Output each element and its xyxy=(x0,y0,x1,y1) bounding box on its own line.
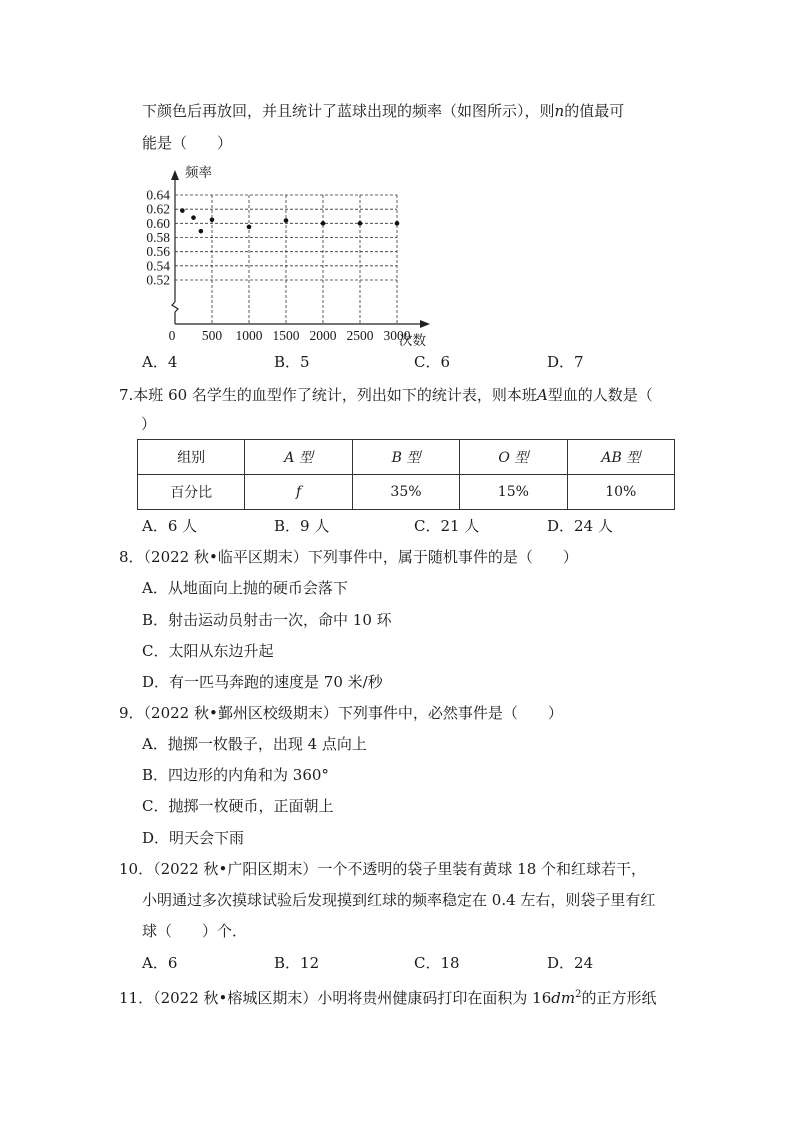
q10-stem-line3: 球（ ）个． xyxy=(142,922,248,940)
q8-choice-b[interactable]: B．射击运动员射击一次，命中 10 环 xyxy=(142,611,392,629)
x-tick-label: 1500 xyxy=(272,328,300,343)
frequency-chart xyxy=(138,160,458,348)
x-tick-label: 2000 xyxy=(309,328,337,343)
q10-option-d[interactable]: D．24 xyxy=(547,954,594,972)
q10-options xyxy=(142,953,702,973)
q11-unit: dm xyxy=(551,989,576,1007)
q8-stem: 8．（2022 秋•临平区期末）下列事件中，属于随机事件的是（ ） xyxy=(119,548,578,566)
q9-choice-b[interactable]: B．四边形的内角和为 360° xyxy=(142,766,329,784)
table-cell: 15% xyxy=(460,475,567,510)
table-header-cell: AB 型 xyxy=(567,440,674,475)
x-tick-label: 1000 xyxy=(235,328,263,343)
q10-option-c[interactable]: C．18 xyxy=(414,954,460,972)
q6-option-c[interactable]: C．6 xyxy=(414,353,451,371)
q6-stem-text: 下颜色后再放回，并且统计了蓝球出现的频率（如图所示），则 xyxy=(142,102,555,120)
data-point xyxy=(247,225,252,230)
q11-stem-text: 11．（2022 秋•榕城区期末）小明将贵州健康码打印在面积为 16 xyxy=(119,989,552,1007)
data-point xyxy=(395,221,400,226)
q9-choice-c[interactable]: C．抛掷一枚硬币，正面朝上 xyxy=(142,797,334,815)
x-tick-label: 3000 xyxy=(383,328,411,343)
y-tick-label: 0.64 xyxy=(146,187,170,203)
x-axis-arrow xyxy=(420,320,430,328)
table-header-row xyxy=(138,440,675,475)
data-point xyxy=(321,221,326,226)
data-point xyxy=(210,217,215,222)
q7-option-a[interactable]: A．6 人 xyxy=(142,517,198,535)
table-header-cell: O 型 xyxy=(460,440,567,475)
q7-stem-line1 xyxy=(119,385,653,405)
data-point xyxy=(191,215,196,220)
x-axis-label: 次数 xyxy=(399,333,426,348)
y-tick-label: 0.52 xyxy=(146,272,170,288)
data-point xyxy=(284,218,289,223)
table-header-cell: B 型 xyxy=(352,440,459,475)
y-tick-label: 0.62 xyxy=(146,201,170,217)
q6-options xyxy=(142,352,702,372)
y-axis-arrow xyxy=(171,170,179,180)
q9-choice-a[interactable]: A．抛掷一枚骰子，出现 4 点向上 xyxy=(142,735,367,753)
q6-stem-line2: 能是（ ） xyxy=(142,134,233,152)
table-cell: 35% xyxy=(352,475,459,510)
origin-label: 0 xyxy=(168,328,176,343)
q6-stem-line1 xyxy=(142,101,624,121)
q6-option-b[interactable]: B．5 xyxy=(274,353,310,371)
q10-option-a[interactable]: A．6 xyxy=(142,954,178,972)
q7-options xyxy=(142,516,702,536)
table-row xyxy=(138,475,675,510)
q10-stem-line2: 小明通过多次摸球试验后发现摸到红球的频率稳定在 0.4 左右，则袋子里有红 xyxy=(142,891,656,909)
q10-option-b[interactable]: B．12 xyxy=(274,954,320,972)
data-point xyxy=(358,221,363,226)
q7-option-b[interactable]: B．9 人 xyxy=(274,517,330,535)
x-tick-label: 2500 xyxy=(346,328,374,343)
data-point xyxy=(199,229,204,234)
q9-choice-d[interactable]: D．明天会下雨 xyxy=(142,829,245,847)
q6-option-d[interactable]: D．7 xyxy=(547,353,584,371)
table-cell: f xyxy=(245,475,352,510)
table-row-label: 百分比 xyxy=(138,475,245,510)
table-cell: 10% xyxy=(567,475,674,510)
q11-exponent: 2 xyxy=(575,989,582,1000)
q6-stem-tail: 的值最可 xyxy=(564,102,625,120)
y-axis-label: 频率 xyxy=(185,165,212,180)
q8-choice-c[interactable]: C．太阳从东边升起 xyxy=(142,642,274,660)
q8-choice-a[interactable]: A．从地面向上抛的硬币会落下 xyxy=(142,579,348,597)
q7-stem-tail: 型血的人数是（ xyxy=(547,386,653,404)
x-tick-label: 500 xyxy=(201,328,223,343)
blood-type-table xyxy=(137,439,675,510)
y-tick-label: 0.56 xyxy=(146,244,170,260)
q7-variable: A xyxy=(536,386,548,404)
q7-stem-line2: ） xyxy=(141,415,157,433)
q10-stem-line1: 10．（2022 秋•广阳区期末）一个不透明的袋子里装有黄球 18 个和红球若干， xyxy=(119,860,647,878)
q9-stem: 9．（2022 秋•鄞州区校级期末）下列事件中，必然事件是（ ） xyxy=(119,704,563,722)
q7-option-d[interactable]: D．24 人 xyxy=(547,517,613,535)
data-point xyxy=(180,208,185,213)
q11-stem-tail: 的正方形纸 xyxy=(581,989,657,1007)
y-tick-label: 0.60 xyxy=(146,215,170,231)
axis-break-mark xyxy=(172,302,178,312)
table-header-cell: A 型 xyxy=(245,440,352,475)
q7-stem-text: 7.本班 60 名学生的血型作了统计，列出如下的统计表，则本班 xyxy=(119,386,537,404)
y-tick-label: 0.58 xyxy=(146,230,170,245)
y-tick-label: 0.54 xyxy=(146,258,170,274)
q6-option-a[interactable]: A．4 xyxy=(142,353,178,371)
q7-option-c[interactable]: C．21 人 xyxy=(414,517,480,535)
q11-stem-line1 xyxy=(119,985,656,1008)
q8-choice-d[interactable]: D．有一匹马奔跑的速度是 70 米/秒 xyxy=(142,673,383,691)
q6-variable: n xyxy=(554,102,565,120)
table-header-cell: 组别 xyxy=(138,440,245,475)
